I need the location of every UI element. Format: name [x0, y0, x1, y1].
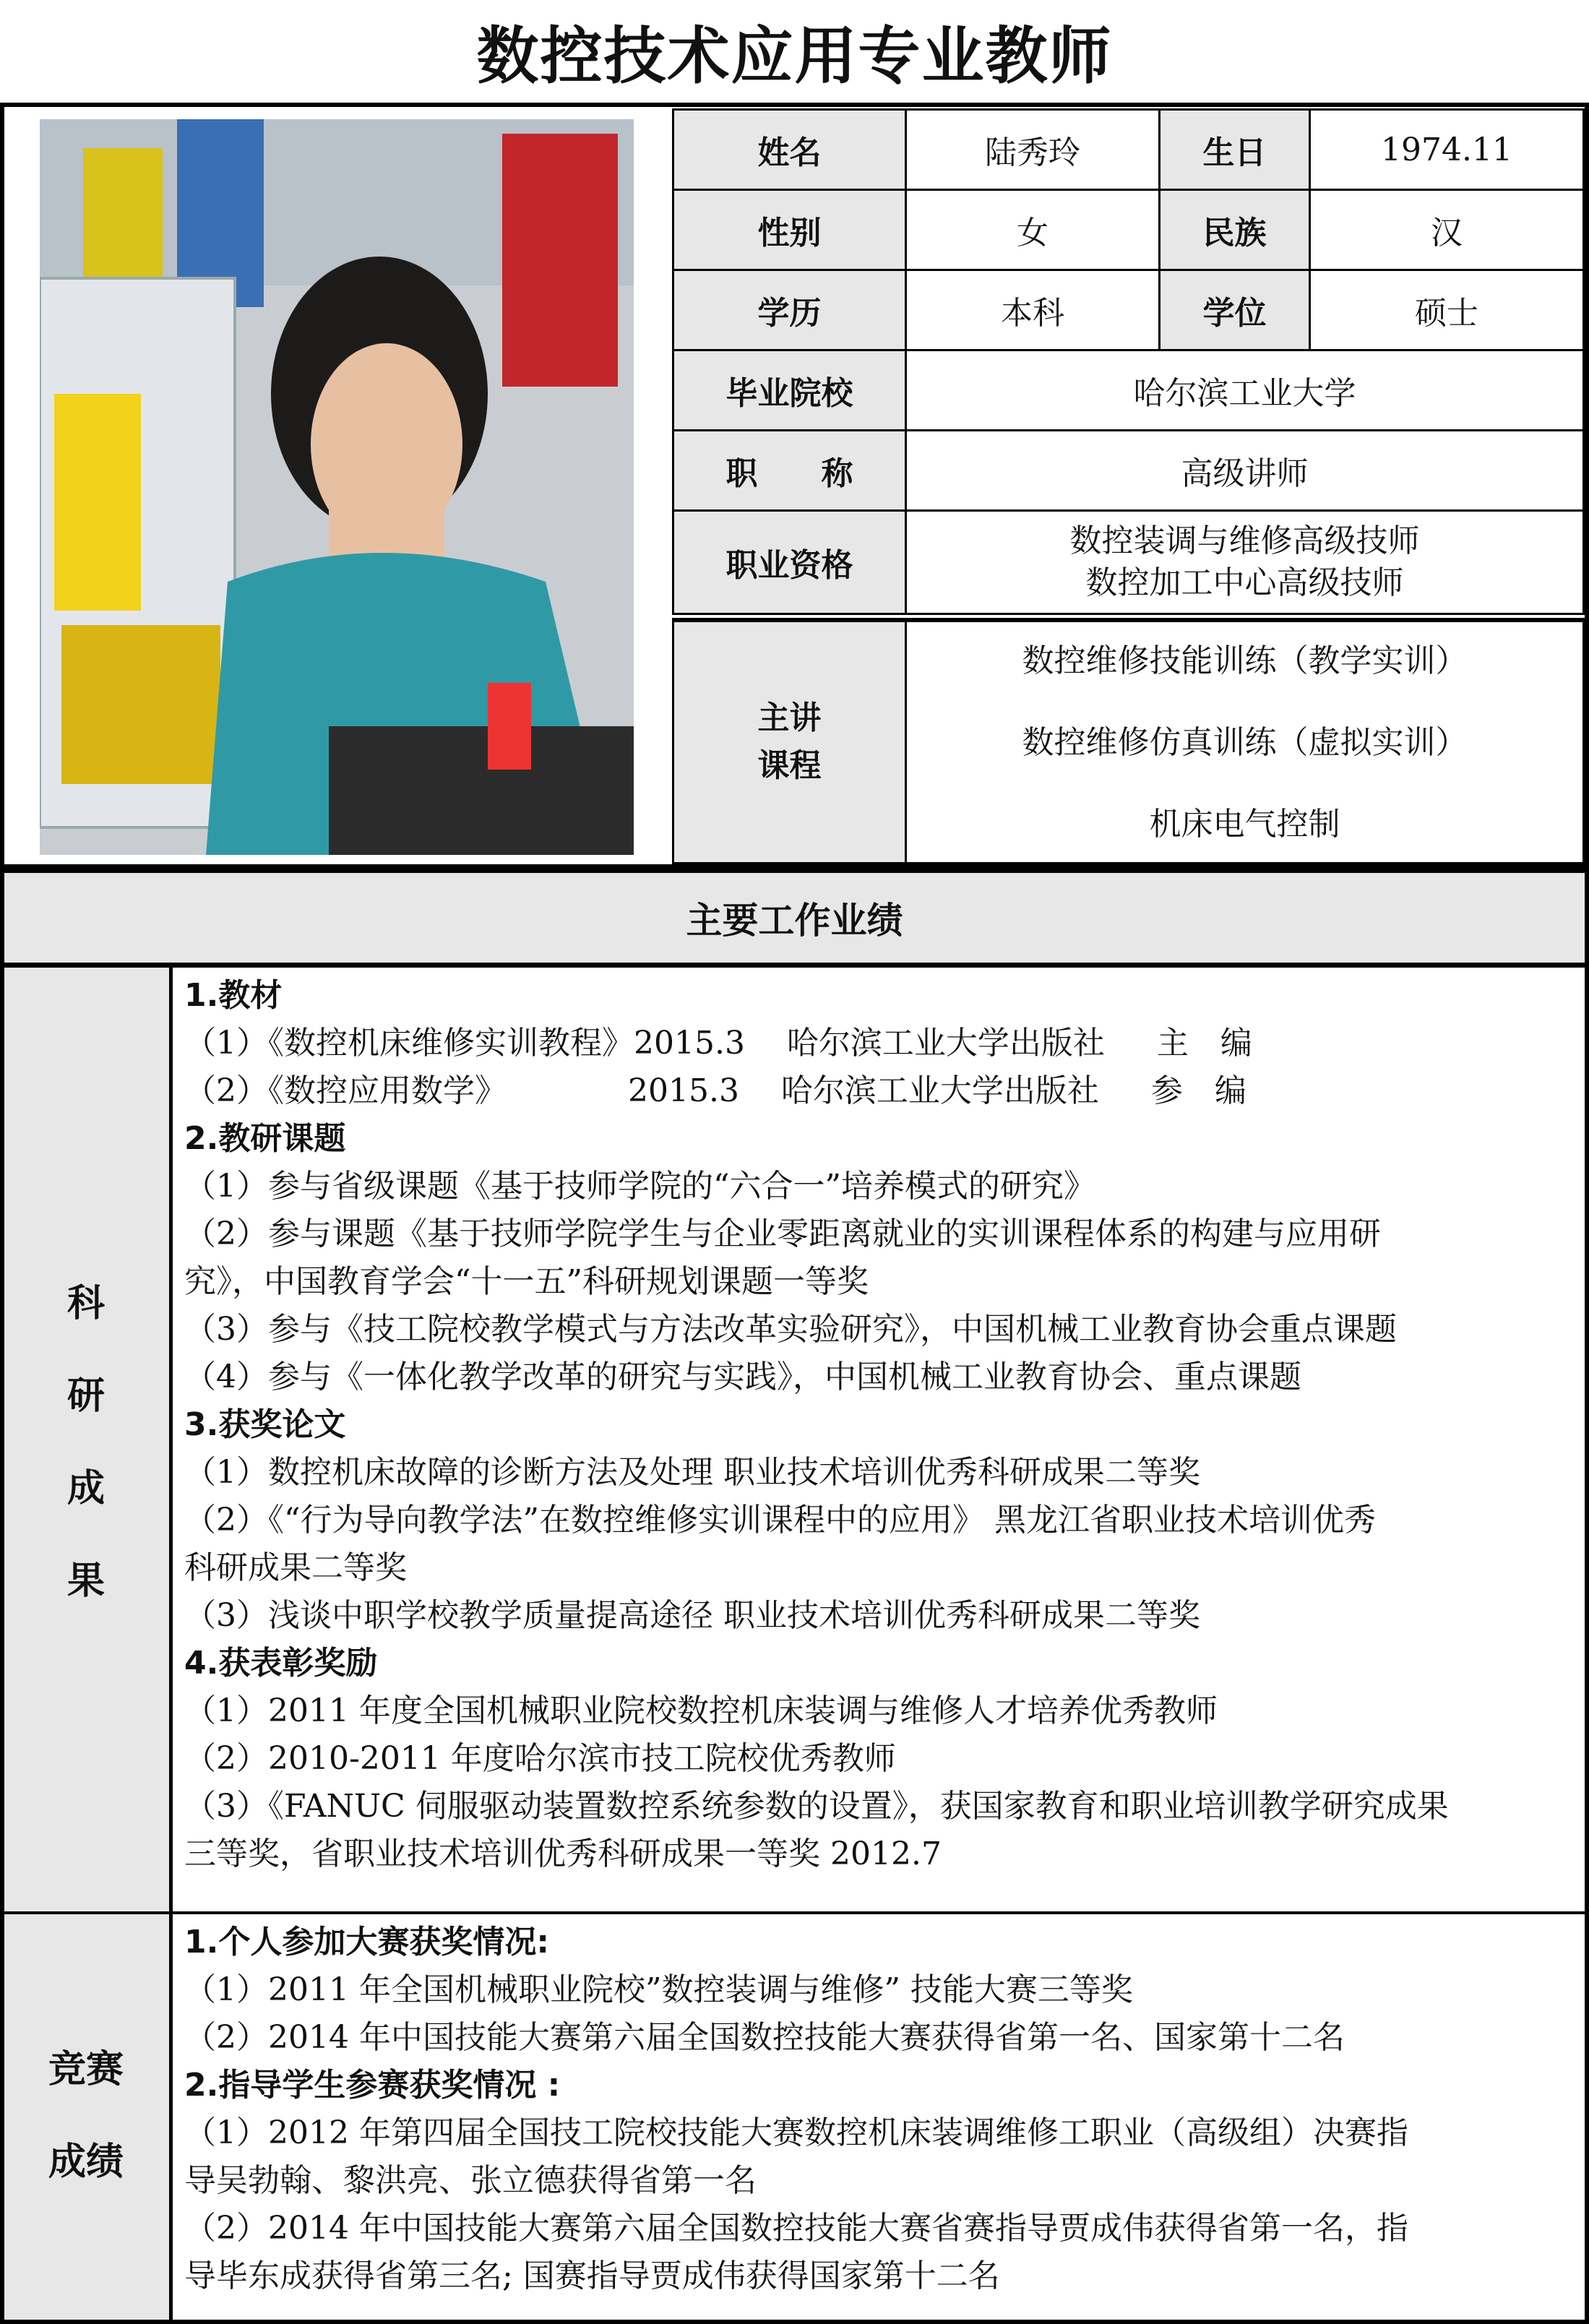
qualification-value: [905, 509, 1585, 615]
courses-label-line: 课程: [757, 747, 822, 784]
list-item: （2）2010-2011 年度哈尔滨市技工院校优秀教师: [184, 1740, 896, 1777]
birth-label: 生日: [1158, 108, 1311, 191]
research-label-char: 科: [66, 1282, 105, 1325]
competition-label-line: 竞赛: [48, 2048, 124, 2091]
courses-value: [905, 618, 1585, 864]
list-item: 导吴勃翰、黎洪亮、张立德获得省第一名: [184, 2162, 757, 2199]
research-list: [184, 972, 1449, 1878]
education-value: 本科: [905, 269, 1160, 351]
list-item: （2）《数控应用数学》 2015.3 哈尔滨工业大学出版社 参 编: [184, 1072, 1246, 1109]
list-item: （1）2011 年全国机械职业院校”数控装调与维修” 技能大赛三等奖: [184, 1971, 1133, 2008]
rank-value: 高级讲师: [905, 429, 1585, 512]
list-item: （1）2011 年度全国机械职业院校数控机床装调与维修人才培养优秀教师: [184, 1692, 1218, 1729]
rank-label: 职 称: [672, 429, 907, 512]
list-item: 三等奖，省职业技术培训优秀科研成果一等奖 2012.7: [184, 1835, 942, 1872]
list-item: （1）参与省级课题《基于技师学院的“六合一”培养模式的研究》: [184, 1168, 1095, 1205]
list-item: （3）《FANUC 伺服驱动装置数控系统参数的设置》，获国家教育和职业培训教学研究成果: [184, 1788, 1449, 1825]
education-label: 学历: [672, 269, 907, 351]
list-item: （2）2014 年中国技能大赛第六届全国数控技能大赛获得省第一名、国家第十二名: [184, 2019, 1345, 2056]
list-item: （1）数控机床故障的诊断方法及处理 职业技术培训优秀科研成果二等奖: [184, 1454, 1200, 1491]
list-item: （1）《数控机床维修实训教程》2015.3 哈尔滨工业大学出版社 主 编: [184, 1025, 1252, 1062]
list-item: （1）2012 年第四届全国技工院校技能大赛数控机床装调维修工职业（高级组）决赛指: [184, 2114, 1408, 2151]
list-item: （2）2014 年中国技能大赛第六届全国数控技能大赛省赛指导贾成伟获得省第一名，指: [184, 2210, 1408, 2247]
list-item: 科研成果二等奖: [184, 1549, 407, 1586]
ethnic-value: 汉: [1309, 189, 1585, 271]
list-item: （3）参与《技工院校教学模式与方法改革实验研究》，中国机械工业教育协会重点课题: [184, 1311, 1397, 1348]
courses-label-line: 主讲: [757, 700, 822, 736]
qualification-label: 职业资格: [672, 509, 907, 615]
school-label: 毕业院校: [672, 349, 907, 431]
list-item: 导毕东成获得省第三名; 国赛指导贾成伟获得国家第十二名: [184, 2258, 1000, 2294]
section-heading: 4.获表彰奖励: [184, 1645, 378, 1682]
birth-value: 1974.11: [1309, 108, 1585, 191]
competition-label: [0, 2023, 172, 2208]
section-heading: 2.指导学生参赛获奖情况 :: [184, 2067, 561, 2104]
research-label-char: 果: [66, 1559, 105, 1603]
achievements-header: 主要工作业绩: [0, 869, 1589, 967]
teacher-photo: [40, 119, 634, 855]
competition-list: [184, 1919, 1408, 2300]
course-item: 机床电气控制: [1149, 805, 1340, 843]
degree-value: 硕士: [1309, 269, 1585, 351]
name-value: 陆秀玲: [905, 108, 1160, 191]
research-label: [0, 1257, 172, 1627]
competition-label-line: 成绩: [48, 2140, 124, 2184]
courses-label: [672, 618, 907, 864]
research-label-char: 成: [66, 1467, 105, 1510]
ethnic-label: 民族: [1158, 189, 1311, 271]
page-title: 数控技术应用专业教师: [476, 20, 1113, 92]
degree-label: 学位: [1158, 269, 1311, 351]
list-item: 究》，中国教育学会“十一五”科研规划课题一等奖: [184, 1263, 869, 1300]
section-heading: 1.教材: [184, 977, 283, 1014]
gender-label: 性别: [672, 189, 907, 271]
section-heading: 3.获奖论文: [184, 1406, 346, 1443]
qualification-line: 数控加工中心高级技师: [1085, 564, 1404, 601]
course-item: 数控维修技能训练（教学实训）: [1022, 642, 1468, 679]
research-label-char: 研: [66, 1374, 105, 1418]
list-item: （4）参与《一体化教学改革的研究与实践》，中国机械工业教育协会、重点课题: [184, 1359, 1301, 1395]
name-label: 姓名: [672, 108, 907, 191]
section-heading: 2.教研课题: [184, 1120, 346, 1157]
list-item: （2）参与课题《基于技师学院学生与企业零距离就业的实训课程体系的构建与应用研: [184, 1215, 1381, 1252]
list-item: （3）浅谈中职学校教学质量提高途径 职业技术培训优秀科研成果二等奖: [184, 1597, 1200, 1634]
section-heading: 1.个人参加大赛获奖情况:: [184, 1924, 549, 1961]
course-item: 数控维修仿真训练（虚拟实训）: [1022, 723, 1468, 761]
qualification-line: 数控装调与维修高级技师: [1069, 522, 1420, 559]
gender-value: 女: [905, 189, 1160, 271]
list-item: （2）《“行为导向教学法”在数控维修实训课程中的应用》 黑龙江省职业技术培训优秀: [184, 1502, 1376, 1538]
school-value: 哈尔滨工业大学: [905, 349, 1585, 431]
